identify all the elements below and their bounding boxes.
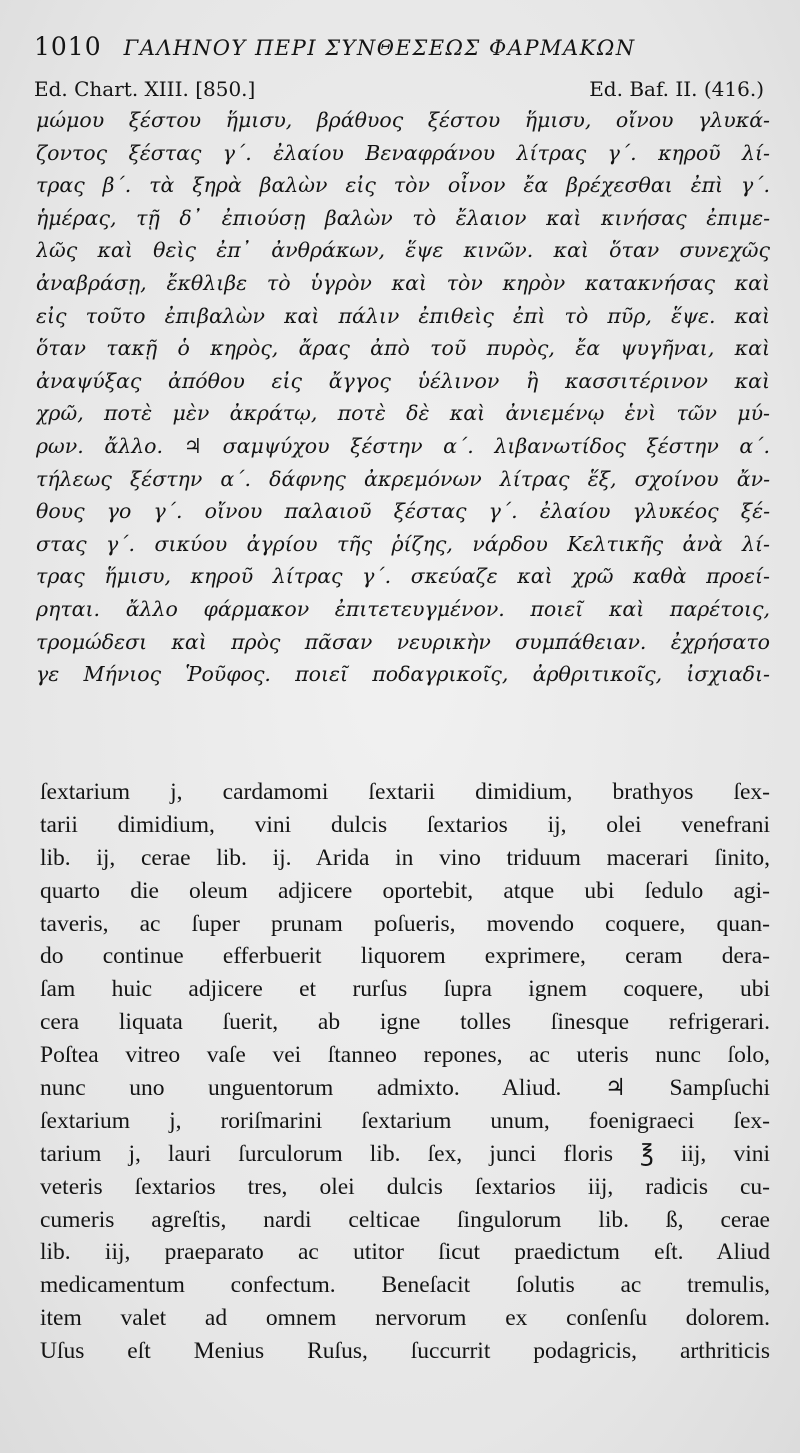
greek-line: εἰς τοῦτο ἐπιβαλὼν καὶ πάλιν ἐπιθεὶς ἐπὶ τὸ πῦρ, ἕψε. καὶ — [36, 303, 770, 328]
greek-line: ὅταν τακῇ ὁ κηρὸς, ἄρας ἀπὸ τοῦ πυρὸς, ἔα ψυγῆναι, καὶ — [36, 336, 770, 361]
greek-line: ζοντος ξέστας γ΄. ἐλαίου Βεναφράνου λίτρας γ΄. κηροῦ λί- — [36, 140, 770, 165]
greek-line: ἡμέρας, τῇ δ᾽ ἐπιούσῃ βαλὼν τὸ ἔλαιον καὶ κινήσας ἐπιμε- — [36, 205, 770, 230]
latin-line: Uſus eſt Menius Ruſus, ſuccurrit podagricis, arthriticis — [40, 1338, 770, 1365]
edition-basel: Ed. Baf. II. (416.) — [589, 77, 764, 101]
latin-line: cera liquata ſuerit, ab igne tolles ſinesque refrigerari. — [40, 1009, 770, 1036]
latin-line: do continue efferbuerit liquorem exprimere, ceram dera- — [40, 943, 770, 970]
latin-line: ſextarium j, roriſmarini ſextarium unum, foenigraeci ſex- — [40, 1107, 770, 1134]
latin-line: nunc uno unguentorum admixto. Aliud. ♃ Sampſuchi — [40, 1075, 770, 1102]
edition-references — [34, 77, 764, 101]
latin-line: quarto die oleum adjicere oportebit, atque ubi ſedulo agi- — [40, 877, 770, 904]
greek-line: χρῶ, ποτὲ μὲν ἀκράτῳ, ποτὲ δὲ καὶ ἀνιεμένῳ ἑνὶ τῶν μύ- — [36, 401, 770, 426]
latin-line: lib. iij, praeparato ac utitor ſicut praedictum eſt. Aliud — [40, 1239, 770, 1266]
latin-line: tarium j, lauri ſurculorum lib. ſex, junci floris ℥ iij, vini — [40, 1140, 770, 1167]
latin-line: ſam huic adjicere et rurſus ſupra ignem coquere, ubi — [40, 976, 770, 1003]
running-title: ΓΑΛΗΝΟΥ ΠΕΡΙ ΣΥΝΘΕΣΕΩΣ ΦΑΡΜΑΚΩΝ — [123, 36, 636, 60]
page-number: 1010 — [34, 32, 102, 61]
running-head — [34, 32, 774, 66]
greek-text-block — [36, 104, 770, 691]
latin-line: cumeris agreſtis, nardi celticae ſingulorum lib. ß, cerae — [40, 1206, 770, 1233]
greek-line: ρων. ἄλλο. ♃ σαμψύχου ξέστην α΄. λιβανωτίδος ξέστην α΄. — [36, 433, 770, 458]
edition-chartier: Ed. Chart. XIII. [850.] — [34, 77, 256, 101]
greek-line: τήλεως ξέστην α΄. δάφνης ἀκρεμόνων λίτρας ἕξ, σχοίνου ἄν- — [36, 466, 770, 491]
greek-line: τρας ἥμισυ, κηροῦ λίτρας γ΄. σκεύαζε καὶ χρῶ καθὰ προεί- — [36, 564, 770, 589]
greek-line: στας γ΄. σικύου ἀγρίου τῆς ῥίζης, νάρδου Κελτικῆς ἀνὰ λί- — [36, 531, 770, 556]
latin-line: tarii dimidium, vini dulcis ſextarios ij, olei venefrani — [40, 811, 770, 838]
greek-line: ἀναψύξας ἀπόθου εἰς ἄγγος ὑέλινον ἢ κασσιτέρινον καὶ — [36, 368, 770, 393]
latin-text-block — [40, 776, 770, 1368]
latin-line: medicamentum confectum. Beneſacit ſolutis ac tremulis, — [40, 1272, 770, 1299]
greek-line: μώμου ξέστου ἥμισυ, βράθυος ξέστου ἥμισυ, οἴνου γλυκά- — [36, 108, 770, 132]
latin-line: taveris, ac ſuper prunam poſueris, movendo coquere, quan- — [40, 910, 770, 937]
greek-line: γε Μήνιος Ῥοῦφος. ποιεῖ ποδαγρικοῖς, ἀρθριτικοῖς, ἰσχιαδι- — [36, 662, 770, 687]
latin-line: Poſtea vitreo vaſe vei ſtanneo repones, ac uteris nunc ſolo, — [40, 1042, 770, 1069]
latin-line: item valet ad omnem nervorum ex conſenſu dolorem. — [40, 1305, 770, 1332]
latin-line: lib. ij, cerae lib. ij. Arida in vino triduum macerari ſinito, — [40, 844, 770, 871]
latin-line: ſextarium j, cardamomi ſextarii dimidium, brathyos ſex- — [40, 779, 770, 805]
greek-line: τρομώδεσι καὶ πρὸς πᾶσαν νευρικὴν συμπάθειαν. ἐχρήσατο — [36, 629, 770, 654]
greek-line: ρηται. ἄλλο φάρμακον ἐπιτετευγμένον. ποιεῖ καὶ παρέτοις, — [36, 596, 770, 621]
latin-line: veteris ſextarios tres, olei dulcis ſextarios iij, radicis cu- — [40, 1173, 770, 1200]
greek-line: λῶς καὶ θεὶς ἐπ᾽ ἀνθράκων, ἕψε κινῶν. καὶ ὅταν συνεχῶς — [36, 238, 770, 263]
greek-line: θους γο γ΄. οἴνου παλαιοῦ ξέστας γ΄. ἐλαίου γλυκέος ξέ- — [36, 499, 770, 524]
greek-line: ἀναβράσῃ, ἔκθλιβε τὸ ὑγρὸν καὶ τὸν κηρὸν κατακνήσας καὶ — [36, 270, 770, 295]
greek-line: τρας β΄. τὰ ξηρὰ βαλὼν εἰς τὸν οἶνον ἔα βρέχεσθαι ἐπὶ γ΄. — [36, 173, 770, 198]
